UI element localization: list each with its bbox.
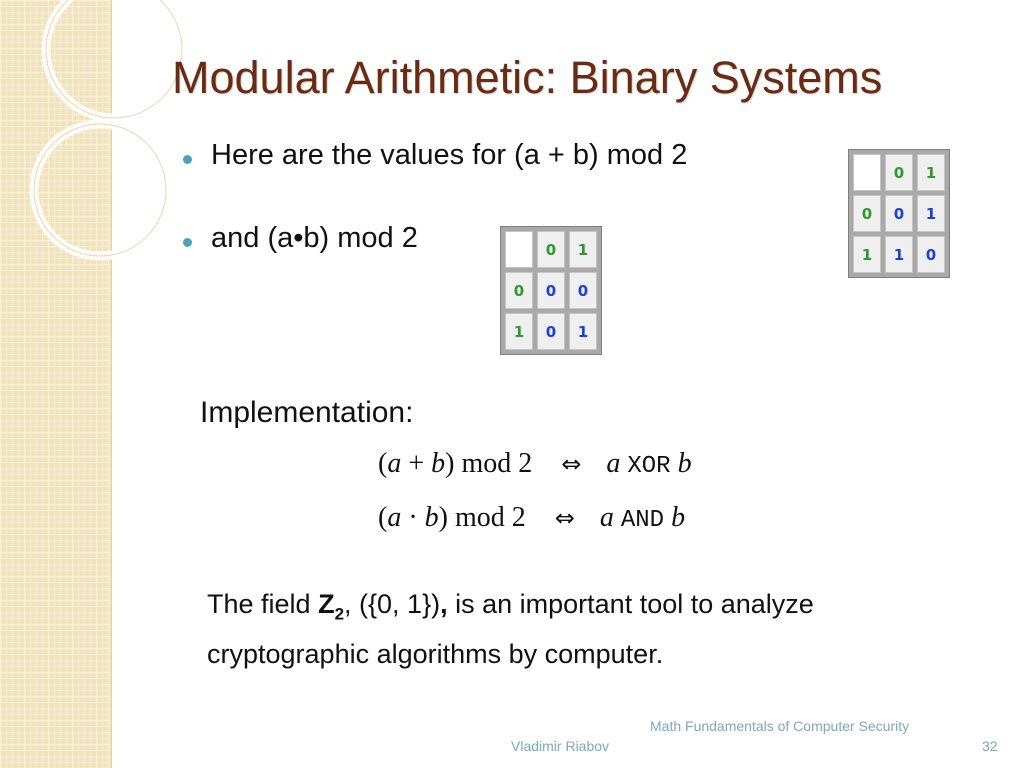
eq-modulus: 2 bbox=[511, 502, 526, 533]
xor-operator: XOR bbox=[627, 453, 671, 480]
slide-number: 32 bbox=[982, 738, 998, 754]
eq-plus: + bbox=[408, 448, 425, 479]
eq-dot: · bbox=[408, 502, 418, 533]
field-note-middle: , ({0, 1}) bbox=[344, 589, 441, 619]
field-subscript: 2 bbox=[334, 604, 345, 624]
field-note-prefix: The field bbox=[207, 589, 319, 619]
table-corner-cell bbox=[853, 154, 881, 191]
eq-var-b: b bbox=[424, 502, 439, 533]
decorative-circles bbox=[0, 0, 200, 320]
footer-author: Vladimir Riabov bbox=[511, 738, 610, 754]
table-header-cell: 1 bbox=[917, 154, 945, 191]
equivalence-arrow: ⇔ bbox=[561, 450, 582, 478]
footer-course: Math Fundamentals of Computer Security bbox=[650, 718, 910, 734]
table-row-label: 0 bbox=[853, 195, 881, 232]
eq-modulus: 2 bbox=[518, 448, 533, 479]
sum-mod2-table bbox=[848, 149, 950, 278]
table-header-cell: 1 bbox=[569, 231, 597, 268]
eq-var-a: a bbox=[599, 502, 614, 533]
table-cell: 1 bbox=[917, 195, 945, 232]
eq-var-a: a bbox=[387, 502, 402, 533]
eq-var-b: b bbox=[431, 448, 446, 479]
eq-var-a: a bbox=[387, 448, 402, 479]
eq-var-a: a bbox=[606, 448, 621, 479]
eq-mod: mod bbox=[461, 448, 512, 479]
table-cell: 0 bbox=[537, 313, 565, 350]
product-mod2-table bbox=[500, 226, 602, 355]
table-corner-cell bbox=[505, 231, 533, 268]
and-equation bbox=[378, 502, 685, 534]
field-note bbox=[207, 584, 947, 674]
table-header-cell: 0 bbox=[885, 154, 913, 191]
bullet-marker bbox=[183, 155, 192, 164]
table-cell: 0 bbox=[917, 236, 945, 273]
eq-paren: ) bbox=[438, 502, 448, 533]
table-cell: 0 bbox=[537, 272, 565, 309]
slide-title: Modular Arithmetic: Binary Systems bbox=[172, 52, 883, 103]
eq-var-b: b bbox=[677, 448, 692, 479]
field-note-suffix: is an important tool to analyze cryptographic algorithms by computer. bbox=[207, 589, 814, 670]
table-cell: 1 bbox=[885, 236, 913, 273]
table-cell: 1 bbox=[569, 313, 597, 350]
eq-paren: ) bbox=[445, 448, 455, 479]
table-cell: 0 bbox=[885, 195, 913, 232]
eq-paren: ( bbox=[378, 502, 388, 533]
eq-var-b: b bbox=[671, 502, 686, 533]
table-cell: 0 bbox=[569, 272, 597, 309]
xor-equation bbox=[378, 448, 692, 480]
table-row-label: 0 bbox=[505, 272, 533, 309]
table-row-label: 1 bbox=[853, 236, 881, 273]
eq-paren: ( bbox=[378, 448, 388, 479]
equivalence-arrow: ⇔ bbox=[554, 504, 575, 532]
and-operator: AND bbox=[620, 507, 665, 534]
field-note-comma: , bbox=[440, 589, 448, 619]
table-row-label: 1 bbox=[505, 313, 533, 350]
bullet-marker bbox=[183, 238, 192, 247]
table-header-cell: 0 bbox=[537, 231, 565, 268]
bullet-product: and (a•b) mod 2 bbox=[211, 222, 418, 254]
bullet-sum: Here are the values for (a + b) mod 2 bbox=[211, 139, 688, 171]
eq-mod: mod bbox=[454, 502, 505, 533]
field-symbol: Z bbox=[318, 589, 335, 619]
implementation-label: Implementation: bbox=[200, 396, 414, 429]
